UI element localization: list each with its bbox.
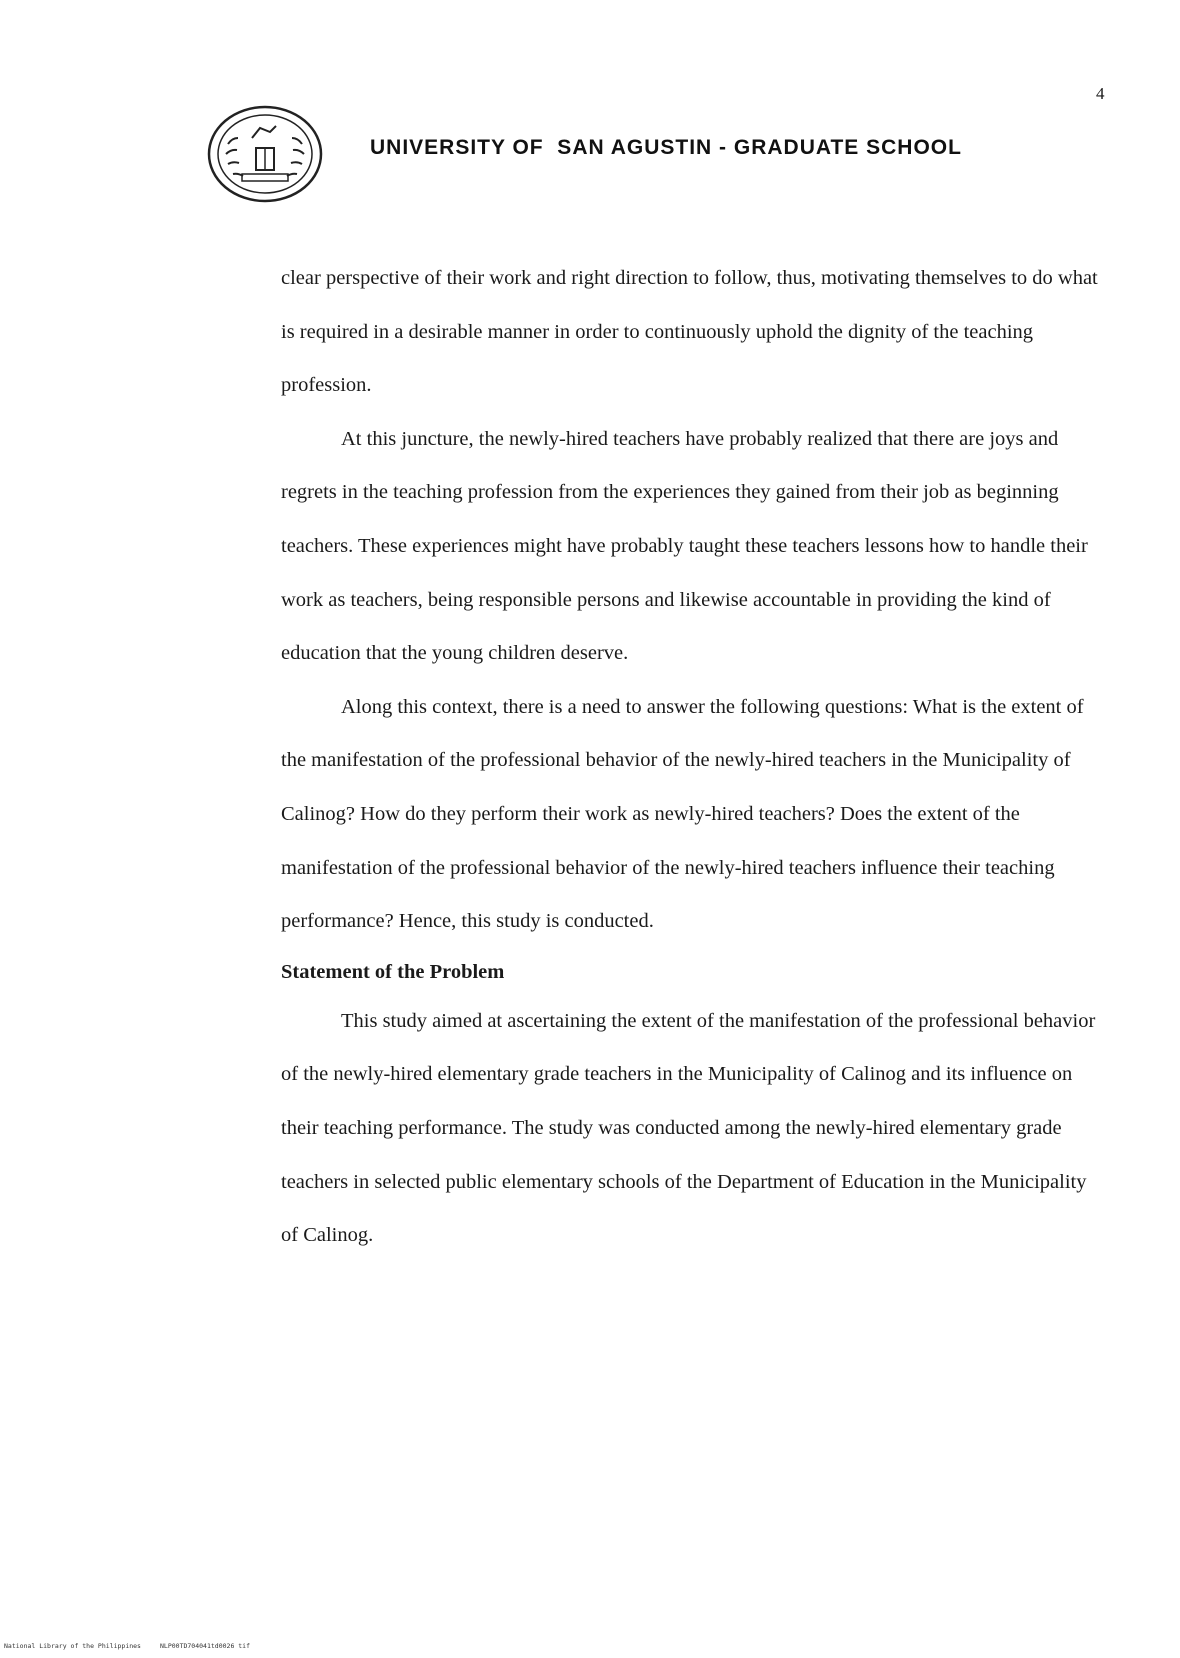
paragraph: clear perspective of their work and right direction to follow, thus, motivating themselves to do what is required in a desirable manner in order to continuously uphold the dignity of the teaching profession. [281,267,1098,397]
footer-file-id: NLP00TD704041td0026 tif [160,1642,251,1650]
paragraph: Along this context, there is a need to answer the following questions: What is the extent of the manifestation of the professional behavior of the newly-hired teachers in the Municipality of Calinog? How do they perform their work as newly-hired teachers? Does the extent of the manifestation of the professional behavior of the newly-hired teachers influence their teaching performance? Hence, this study is conducted. [281,695,1084,933]
page-number: 4 [1096,84,1105,103]
institution-header: UNIVERSITY OF SAN AGUSTIN - GRADUATE SCHOOL [370,136,962,159]
body-text [281,252,1101,1263]
university-seal-icon [206,104,324,204]
paragraph: At this juncture, the newly-hired teachers have probably realized that there are joys and regrets in the teaching profession from the experiences they gained from their job as beginning teachers. These experiences might have probably taught these teachers lessons how to handle their work as teachers, being responsible persons and likewise accountable in providing the kind of education that the young children deserve. [281,427,1088,665]
section-heading: Statement of the Problem [281,960,505,983]
paragraph: This study aimed at ascertaining the extent of the manifestation of the professional behavior of the newly-hired elementary grade teachers in the Municipality of Calinog and its influence on their teaching performance. The study was conducted among the newly-hired elementary grade teachers in selected public elementary schools of the Department of Education in the Municipality of Calinog. [281,1009,1096,1247]
footer-source: National Library of the Philippines [4,1642,141,1650]
